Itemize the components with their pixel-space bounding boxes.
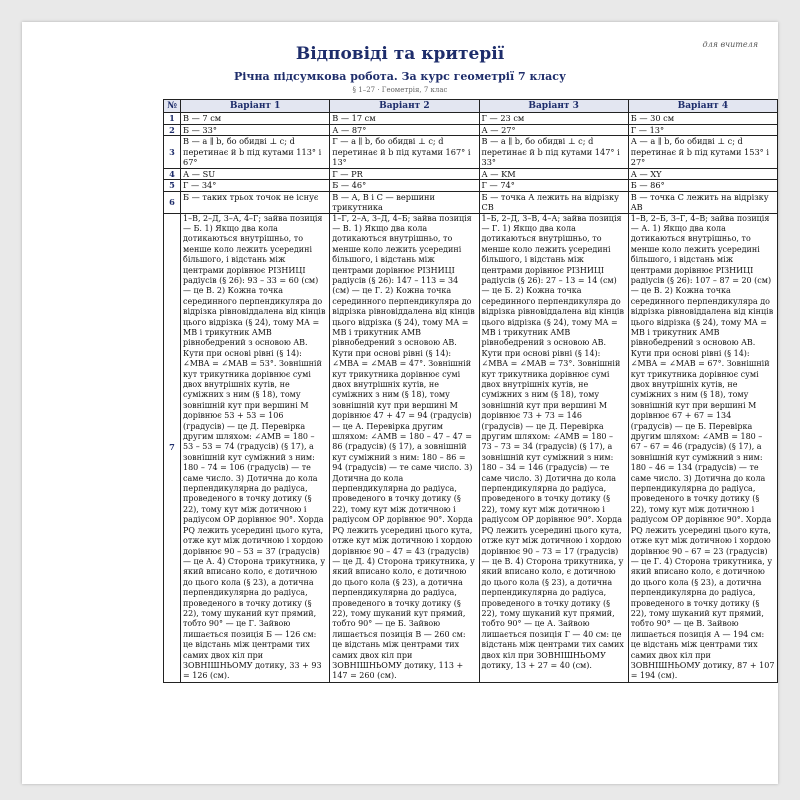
answer-cell: В — 7 см (181, 113, 330, 125)
answer-cell: В — 17 см (330, 113, 479, 125)
answer-cell: Г — 13° (628, 124, 777, 136)
answer-cell: Б — 33° (181, 124, 330, 136)
answer-cell: 1–В, 2–Б, 3–Г, 4–В; зайва позиція — А. 1) Якщо два кола дотикаються внутрішньо, то менше коло лежить усередині більшого, і відстань між центрами дорівнює РІЗНИЦІ радіусів (§ 26): 107 – 87 = 20 (см) — це В. 2) Кожна точка серединного перпендикуляра до відрізка рівновіддалена від кінців цього відрізка (§ 24), тому MA = MB і трикутник AMB рівнобедрений з основою AB. Кути при основі рівні (§ 14): ∠MBA = ∠MAB = 67°. Зовнішній кут трикутника дорівнює сумі двох внутрішніх кутів, не суміжних з ним (§ 18), тому зовнішній кут при вершині M дорівнює 67 + 67 = 134 (градусів) — це Б. Перевірка другим шляхом: ∠AMB = 180 – 67 – 67 = 46 (градусів) (§ 17), а зовнішній кут суміжний з ним: 180 – 46 = 134 (градусів) — те саме число. 3) Дотична до кола перпендикулярна до радіуса, проведеного в точку дотику (§ 22), тому кут між дотичною і радіусом OP дорівнює 90°. Хорда PQ лежить усередині цього кута, отже кут між дотичною і хордою дорівнює 90 – 67 = 23 (градусів) — це Г. 4) Сторона трикутника, у який вписано коло, є дотичною до цього кола (§ 23), а дотична перпендикулярна до радіуса, проведеного в точку дотику (§ 22), тому шуканий кут прямий, тобто 90° — це В. Зайвою лишається позиція А — 194 см: це відстань між центрами тих самих двох кіл при ЗОВНІШНЬОМУ дотику, 87 + 107 = 194 (см). (628, 213, 777, 682)
section-note: § 1–27 · Геометрія, 7 клас (352, 86, 448, 94)
answer-cell: А — KM (479, 168, 628, 180)
answer-cell: 1–Г, 2–А, 3–Д, 4–Б; зайва позиція — В. 1) Якщо два кола дотикаються внутрішньо, то менше коло лежить усередині більшого, і відстань між центрами дорівнює РІЗНИЦІ радіусів (§ 26): 147 – 113 = 34 (см) — це Г. 2) Кожна точка серединного перпендикуляра до відрізка рівновіддалена від кінців цього відрізка (§ 24), тому MA = MB і трикутник AMB рівнобедрений з основою AB. Кути при основі рівні (§ 14): ∠MBA = ∠MAB = 47°. Зовнішній кут трикутника дорівнює сумі двох внутрішніх кутів, не суміжних з ним (§ 18), тому зовнішній кут при вершині M дорівнює 47 + 47 = 94 (градусів) — це А. Перевірка другим шляхом: ∠AMB = 180 – 47 – 47 = 86 (градусів) (§ 17), а зовнішній кут суміжний з ним: 180 – 86 = 94 (градусів) — те саме число. 3) Дотична до кола перпендикулярна до радіуса, проведеного в точку дотику (§ 22), тому кут між дотичною і радіусом OP дорівнює 90°. Хорда PQ лежить усередині цього кута, отже кут між дотичною і хордою дорівнює 90 – 47 = 43 (градусів) — це Д. 4) Сторона трикутника, у який вписано коло, є дотичною до цього кола (§ 23), а дотична перпендикулярна до радіуса, проведеного в точку дотику (§ 22), тому шуканий кут прямий, тобто 90° — це Б. Зайвою лишається позиція В — 260 см: це відстань між центрами тих самих двох кіл при ЗОВНІШНЬОМУ дотику, 113 + 147 = 260 (см). (330, 213, 479, 682)
table-header-row (164, 100, 778, 113)
answer-cell: Б — 46° (330, 180, 479, 192)
answer-cell: В — a ∥ b, бо обидві ⊥ c; d перетинає й b під кутами 113° і 67° (181, 136, 330, 169)
row-number: 3 (164, 136, 181, 169)
answer-cell: Б — таких трьох точок не існує (181, 191, 330, 213)
answer-cell: Г — 34° (181, 180, 330, 192)
answer-cell: Г — PR (330, 168, 479, 180)
table-row (164, 136, 778, 169)
table-row (164, 213, 778, 682)
answer-cell: А — XY (628, 168, 777, 180)
answer-cell: 1–В, 2–Д, 3–А, 4–Г; зайва позиція — Б. 1) Якщо два кола дотикаються внутрішньо, то менше коло лежить усередині більшого, і відстань між центрами дорівнює РІЗНИЦІ радіусів (§ 26): 93 – 33 = 60 (см) — це В. 2) Кожна точка серединного перпендикуляра до відрізка рівновіддалена від кінців цього відрізка (§ 24), тому MA = MB і трикутник AMB рівнобедрений з основою AB. Кути при основі рівні (§ 14): ∠MBA = ∠MAB = 53°. Зовнішній кут трикутника дорівнює сумі двох внутрішніх кутів, не суміжних з ним (§ 18), тому зовнішній кут при вершині M дорівнює 53 + 53 = 106 (градусів) — це Д. Перевірка другим шляхом: ∠AMB = 180 – 53 – 53 = 74 (градусів) (§ 17), а зовнішній кут суміжний з ним: 180 – 74 = 106 (градусів) — те саме число. 3) Дотична до кола перпендикулярна до радіуса, проведеного в точку дотику (§ 22), тому кут між дотичною і радіусом OP дорівнює 90°. Хорда PQ лежить усередині цього кута, отже кут між дотичною і хордою дорівнює 90 – 53 = 37 (градусів) — це А. 4) Сторона трикутника, у який вписано коло, є дотичною до цього кола (§ 23), а дотична перпендикулярна до радіуса, проведеного в точку дотику (§ 22), тому шуканий кут прямий, тобто 90° — це Г. Зайвою лишається позиція Б — 126 см: це відстань між центрами тих самих двох кіл при ЗОВНІШНЬОМУ дотику, 33 + 93 = 126 (см). (181, 213, 330, 682)
answer-cell: А — 27° (479, 124, 628, 136)
answer-cell: Б — 30 см (628, 113, 777, 125)
answer-cell: Г — 23 см (479, 113, 628, 125)
table-row (164, 124, 778, 136)
header-variant-2: Варіант 2 (330, 100, 479, 113)
page-subtitle: Річна підсумкова робота. За курс геометрії 7 класу (233, 70, 567, 83)
table-row (164, 168, 778, 180)
header-variant-4: Варіант 4 (628, 100, 777, 113)
answer-cell: Г — 74° (479, 180, 628, 192)
answer-cell: 1–Б, 2–Д, 3–В, 4–А; зайва позиція — Г. 1) Якщо два кола дотикаються внутрішньо, то менше коло лежить усередині більшого, і відстань між центрами дорівнює РІЗНИЦІ радіусів (§ 26): 27 – 13 = 14 (см) — це Б. 2) Кожна точка серединного перпендикуляра до відрізка рівновіддалена від кінців цього відрізка (§ 24), тому MA = MB і трикутник AMB рівнобедрений з основою AB. Кути при основі рівні (§ 14): ∠MBA = ∠MAB = 73°. Зовнішній кут трикутника дорівнює сумі двох внутрішніх кутів, не суміжних з ним (§ 18), тому зовнішній кут при вершині M дорівнює 73 + 73 = 146 (градусів) — це Д. Перевірка другим шляхом: ∠AMB = 180 – 73 – 73 = 34 (градусів) (§ 17), а зовнішній кут суміжний з ним: 180 – 34 = 146 (градусів) — те саме число. 3) Дотична до кола перпендикулярна до радіуса, проведеного в точку дотику (§ 22), тому кут між дотичною і радіусом OP дорівнює 90°. Хорда PQ лежить усередині цього кута, отже кут між дотичною і хордою дорівнює 90 – 73 = 17 (градусів) — це В. 4) Сторона трикутника, у який вписано коло, є дотичною до цього кола (§ 23), а дотична перпендикулярна до радіуса, проведеного в точку дотику (§ 22), тому шуканий кут прямий, тобто 90° — це А. Зайвою лишається позиція Г — 40 см: це відстань між центрами тих самих двох кіл при ЗОВНІШНЬОМУ дотику, 13 + 27 = 40 (см). (479, 213, 628, 682)
answer-cell: В — точка C лежить на відрізку AB (628, 191, 777, 213)
answer-cell: А — SU (181, 168, 330, 180)
answer-cell: В — a ∥ b, бо обидві ⊥ c; d перетинає й b під кутами 147° і 33° (479, 136, 628, 169)
row-number: 1 (164, 113, 181, 125)
row-number: 4 (164, 168, 181, 180)
answer-cell: Г — a ∥ b, бо обидві ⊥ c; d перетинає й b під кутами 167° і 13° (330, 136, 479, 169)
header-variant-1: Варіант 1 (181, 100, 330, 113)
answer-cell: А — a ∥ b, бо обидві ⊥ c; d перетинає й b під кутами 153° і 27° (628, 136, 777, 169)
page-title: Відповіді та критерії (295, 44, 505, 64)
corner-note: для вчителя (702, 40, 758, 49)
answer-cell: В — A, B і C — вершини трикутника (330, 191, 479, 213)
row-number: 2 (164, 124, 181, 136)
row-number: 7 (164, 213, 181, 682)
row-number: 6 (164, 191, 181, 213)
answer-cell: Б — 86° (628, 180, 777, 192)
document-page (22, 22, 778, 784)
header-number: № (164, 100, 181, 113)
answer-cell: Б — точка A лежить на відрізку CB (479, 191, 628, 213)
table-row (164, 191, 778, 213)
header-variant-3: Варіант 3 (479, 100, 628, 113)
answers-table (163, 99, 778, 683)
row-number: 5 (164, 180, 181, 192)
answer-cell: А — 87° (330, 124, 479, 136)
table-row (164, 113, 778, 125)
table-row (164, 180, 778, 192)
